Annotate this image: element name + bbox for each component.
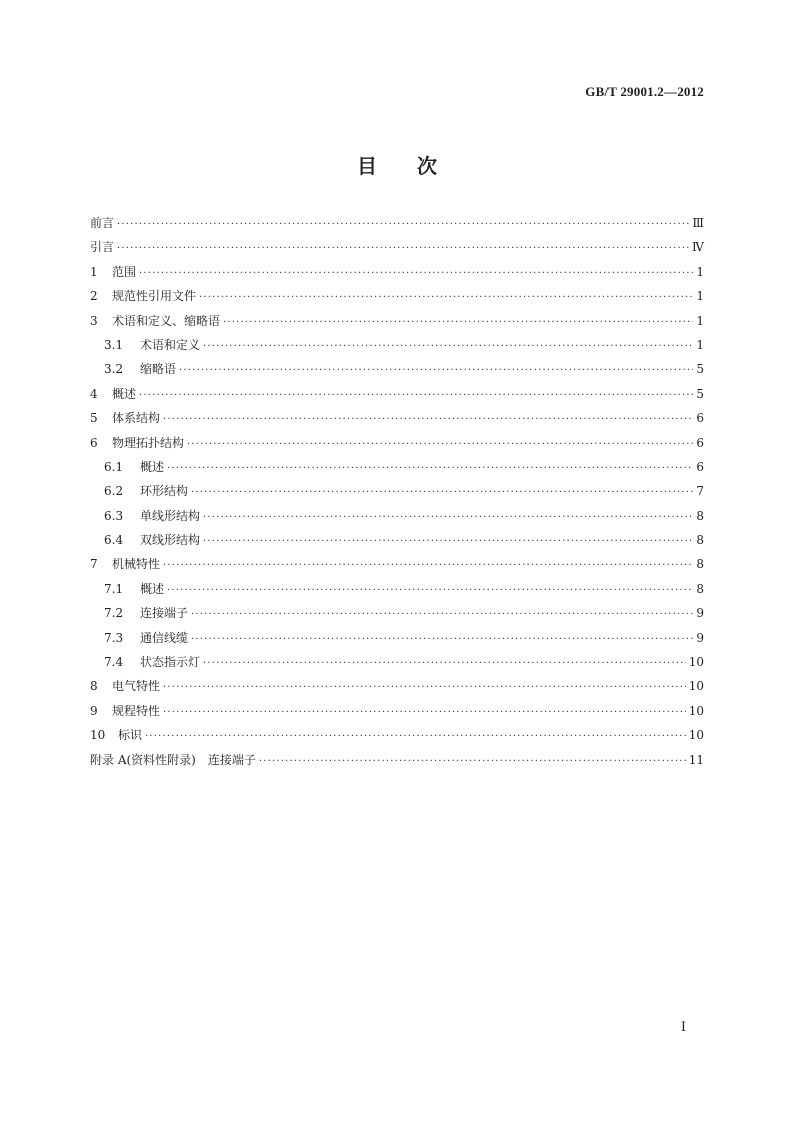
toc-entry-number: 6 bbox=[90, 435, 98, 450]
toc-entry-page: 5 bbox=[696, 362, 704, 377]
dot-leader bbox=[163, 682, 686, 693]
toc-entry[interactable] bbox=[90, 312, 704, 336]
toc-entry-label: 连接端子 bbox=[140, 606, 189, 621]
toc-entry-number: 7.4 bbox=[104, 655, 124, 670]
toc-entry-number: 6.2 bbox=[104, 484, 124, 499]
dot-leader bbox=[167, 585, 693, 596]
toc-entry[interactable] bbox=[90, 482, 704, 506]
toc-entry-label: 电气特性 bbox=[112, 679, 161, 694]
toc-entry-label: 概述 bbox=[140, 581, 165, 596]
dot-leader bbox=[203, 536, 693, 547]
toc-entry-page: 8 bbox=[696, 557, 704, 572]
dot-leader bbox=[223, 317, 693, 328]
toc-entry-number: 6.3 bbox=[104, 508, 124, 523]
toc-entry[interactable] bbox=[90, 409, 704, 433]
toc-entry-label: 附录 A(资料性附录) 连接端子 bbox=[90, 752, 256, 767]
toc-entry[interactable] bbox=[90, 458, 704, 482]
toc-entry[interactable] bbox=[90, 629, 704, 653]
dot-leader bbox=[139, 268, 693, 279]
toc-entry-page: 10 bbox=[688, 679, 704, 694]
table-of-contents bbox=[90, 214, 704, 775]
dot-leader bbox=[187, 439, 693, 450]
dot-leader bbox=[163, 707, 686, 718]
toc-entry-page: 1 bbox=[696, 289, 704, 304]
toc-entry-label: 引言 bbox=[90, 240, 115, 255]
toc-entry[interactable] bbox=[90, 507, 704, 531]
toc-entry-label: 体系结构 bbox=[112, 411, 161, 426]
toc-entry-label: 范围 bbox=[112, 264, 137, 279]
toc-entry[interactable] bbox=[90, 385, 704, 409]
toc-entry-label: 前言 bbox=[90, 216, 115, 230]
dot-leader bbox=[259, 756, 686, 767]
dot-leader bbox=[191, 609, 693, 620]
toc-entry-label: 标识 bbox=[118, 728, 143, 743]
toc-entry-label: 状态指示灯 bbox=[140, 655, 201, 670]
toc-entry-page: 7 bbox=[696, 484, 704, 499]
toc-entry-page: 6 bbox=[696, 411, 704, 426]
toc-entry[interactable] bbox=[90, 604, 704, 628]
toc-entry[interactable] bbox=[90, 263, 704, 287]
toc-entry-number: 3.1 bbox=[104, 337, 124, 352]
toc-entry-page: 1 bbox=[696, 337, 704, 352]
toc-entry-page: 10 bbox=[688, 655, 704, 670]
dot-leader bbox=[163, 414, 693, 425]
toc-entry[interactable] bbox=[90, 214, 704, 238]
toc-entry-label: 双线形结构 bbox=[140, 533, 201, 548]
toc-entry[interactable] bbox=[90, 360, 704, 384]
toc-entry-number: 1 bbox=[90, 264, 98, 279]
toc-entry[interactable] bbox=[90, 336, 704, 360]
toc-entry-page: 6 bbox=[696, 459, 704, 474]
toc-entry-page: 8 bbox=[696, 581, 704, 596]
toc-entry-page: 9 bbox=[696, 630, 704, 645]
toc-entry-page: 10 bbox=[688, 703, 704, 718]
toc-entry[interactable] bbox=[90, 434, 704, 458]
toc-entry-number: 10 bbox=[90, 728, 106, 743]
dot-leader bbox=[167, 463, 693, 474]
toc-entry[interactable] bbox=[90, 555, 704, 579]
toc-entry-page: 10 bbox=[688, 728, 704, 743]
standard-number: GB/T 29001.2—2012 bbox=[585, 84, 704, 99]
toc-entry-label: 缩略语 bbox=[140, 362, 177, 377]
toc-entry-label: 机械特性 bbox=[112, 557, 161, 572]
dot-leader bbox=[199, 292, 693, 303]
toc-entry-number: 7.1 bbox=[104, 581, 124, 596]
toc-entry-label: 规范性引用文件 bbox=[112, 289, 197, 304]
toc-entry-number: 7.2 bbox=[104, 606, 124, 621]
toc-entry-label: 单线形结构 bbox=[140, 508, 201, 523]
toc-entry-number: 7.3 bbox=[104, 630, 124, 645]
dot-leader bbox=[163, 560, 693, 571]
toc-entry-number: 8 bbox=[90, 679, 98, 694]
toc-entry-label: 概述 bbox=[140, 459, 165, 474]
dot-leader bbox=[191, 634, 693, 645]
toc-entry-number: 6.4 bbox=[104, 533, 124, 548]
toc-entry-label: 术语和定义 bbox=[140, 337, 201, 352]
toc-entry-number: 6.1 bbox=[104, 459, 124, 474]
dot-leader bbox=[191, 487, 693, 498]
toc-entry[interactable] bbox=[90, 726, 704, 750]
toc-entry-number: 9 bbox=[90, 703, 98, 718]
dot-leader bbox=[117, 243, 689, 254]
dot-leader bbox=[203, 341, 693, 352]
toc-entry-page: 5 bbox=[696, 386, 704, 401]
toc-entry-page: Ⅲ bbox=[692, 216, 704, 230]
toc-entry[interactable] bbox=[90, 287, 704, 311]
toc-entry-number: 4 bbox=[90, 386, 98, 401]
dot-leader bbox=[117, 219, 689, 230]
toc-entry-page: 9 bbox=[696, 606, 704, 621]
toc-entry[interactable] bbox=[90, 702, 704, 726]
toc-entry-page: 8 bbox=[696, 533, 704, 548]
toc-entry[interactable] bbox=[90, 751, 704, 775]
toc-entry[interactable] bbox=[90, 580, 704, 604]
dot-leader bbox=[203, 658, 686, 669]
toc-entry-page: 6 bbox=[696, 435, 704, 450]
toc-entry-label: 通信线缆 bbox=[140, 630, 189, 645]
footer-page-number: I bbox=[680, 1020, 686, 1035]
toc-entry-page: 1 bbox=[696, 313, 704, 328]
toc-entry-page: 1 bbox=[696, 264, 704, 279]
toc-entry[interactable] bbox=[90, 531, 704, 555]
toc-entry-number: 5 bbox=[90, 411, 98, 426]
toc-entry[interactable] bbox=[90, 238, 704, 262]
toc-entry-number: 7 bbox=[90, 557, 98, 572]
toc-entry-page: Ⅳ bbox=[692, 240, 704, 255]
toc-entry-label: 物理拓扑结构 bbox=[112, 435, 185, 450]
toc-entry-number: 3.2 bbox=[104, 362, 124, 377]
toc-entry-label: 规程特性 bbox=[112, 703, 161, 718]
toc-entry[interactable] bbox=[90, 677, 704, 701]
toc-entry-label: 概述 bbox=[112, 386, 137, 401]
dot-leader bbox=[139, 390, 693, 401]
dot-leader bbox=[179, 365, 693, 376]
toc-entry-number: 3 bbox=[90, 313, 98, 328]
toc-entry-page: 11 bbox=[688, 752, 704, 767]
dot-leader bbox=[203, 512, 693, 523]
toc-entry-page: 8 bbox=[696, 508, 704, 523]
toc-entry-label: 环形结构 bbox=[140, 484, 189, 499]
toc-entry[interactable] bbox=[90, 653, 704, 677]
page-title: 目 次 bbox=[357, 154, 437, 178]
toc-entry-label: 术语和定义、缩略语 bbox=[112, 313, 221, 328]
dot-leader bbox=[145, 731, 686, 742]
toc-entry-number: 2 bbox=[90, 289, 98, 304]
